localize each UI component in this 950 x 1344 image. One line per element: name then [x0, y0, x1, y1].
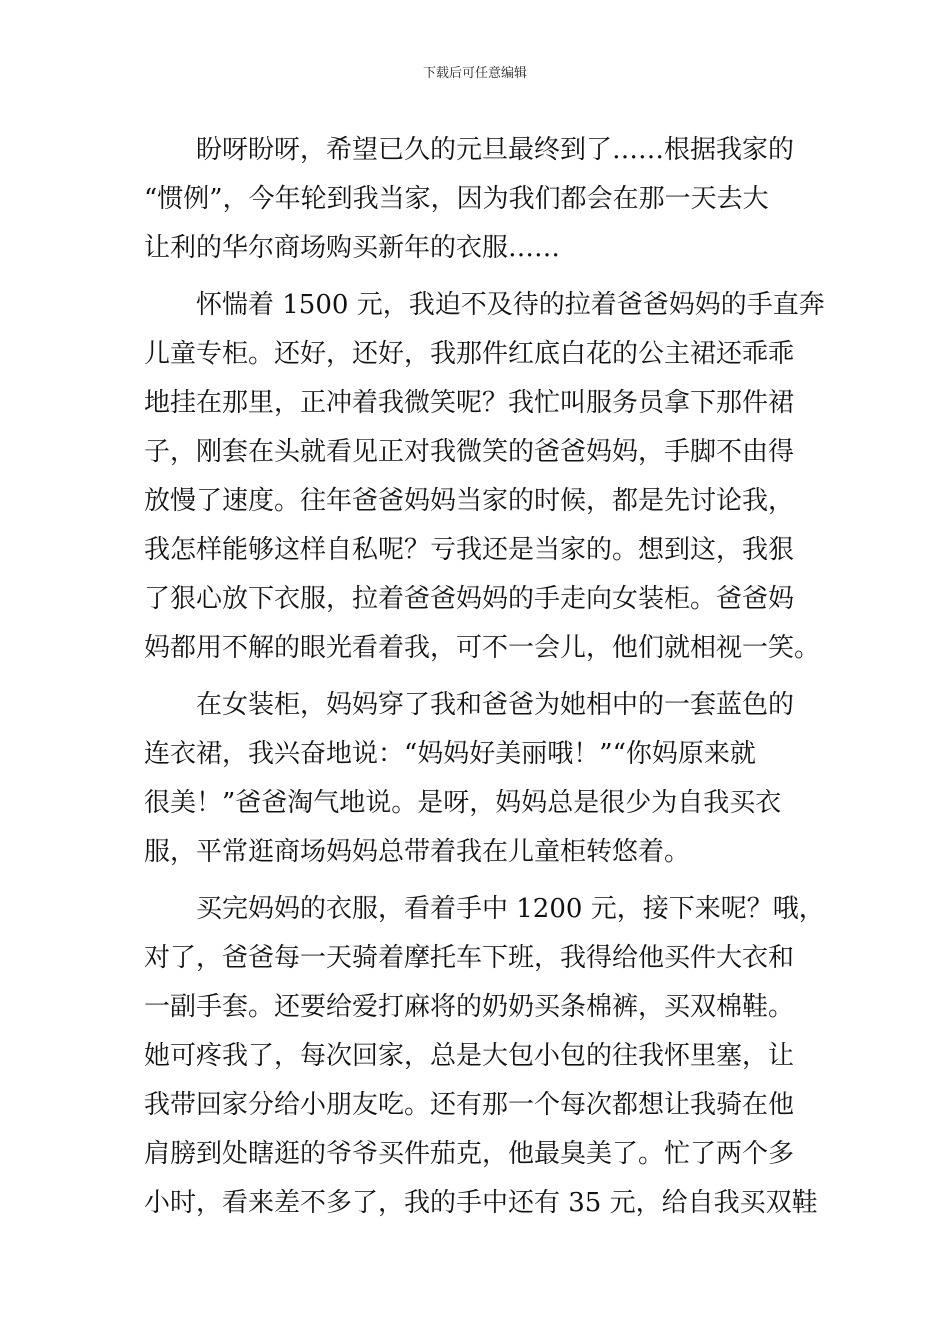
paragraph-4-line-5: 我带回家分给小朋友吃。还有那一个每次都想让我骑在他 — [144, 1090, 795, 1120]
paragraph-4-line-2: 对了，爸爸每一天骑着摩托车下班，我得给他买件大衣和 — [144, 943, 795, 973]
paragraph-4-line-7: 小时，看来差不多了，我的手中还有 35 元，给自我买双鞋 — [144, 1188, 818, 1218]
paragraph-4-line-4: 她可疼我了，每次回家，总是大包小包的往我怀里塞，让 — [144, 1041, 795, 1071]
paragraph-2-line-8: 妈都用不解的眼光看着我，可不一会儿，他们就相视一笑。 — [144, 633, 821, 663]
paragraph-3-line-3: 很美！”爸爸淘气地说。是呀，妈妈总是很少为自我买衣 — [144, 788, 782, 818]
paragraph-2-line-4: 子，刚套在头就看见正对我微笑的爸爸妈妈，手脚不由得 — [144, 437, 795, 467]
document-body — [144, 126, 825, 1228]
paragraph-4-line-3: 一副手套。还要给爱打麻将的奶奶买条棉裤，买双棉鞋。 — [144, 992, 795, 1022]
paragraph-1-line-2: “惯例”，今年轮到我当家，因为我们都会在那一天去大 — [144, 184, 769, 214]
paragraph-4-line-6: 肩膀到处瞎逛的爷爷买件茄克，他最臭美了。忙了两个多 — [144, 1139, 795, 1169]
paragraph-3-line-4: 服，平常逛商场妈妈总带着我在儿童柜转悠着。 — [144, 837, 691, 867]
paragraph-4-line-1: 买完妈妈的衣服，看着手中 1200 元，接下来呢？哦， — [196, 894, 825, 924]
paragraph-1-line-1: 盼呀盼呀，希望已久的元旦最终到了……根据我家的 — [196, 135, 795, 165]
paragraph-3-line-1: 在女装柜，妈妈穿了我和爸爸为她相中的一套蓝色的 — [196, 690, 795, 720]
paragraph-2-line-2: 儿童专柜。还好，还好，我那件红底白花的公主裙还乖乖 — [144, 339, 795, 369]
paragraph-3-line-2: 连衣裙，我兴奋地说：“妈妈好美丽哦！”“你妈原来就 — [144, 739, 756, 769]
page-header-note: 下载后可任意编辑 — [422, 66, 527, 81]
paragraph-2-line-1: 怀惴着 1500 元，我迫不及待的拉着爸爸妈妈的手直奔 — [196, 290, 825, 320]
paragraph-2-line-6: 我怎样能够这样自私呢？亏我还是当家的。想到这，我狠 — [144, 535, 795, 565]
paragraph-2-line-7: 了狠心放下衣服，拉着爸爸妈妈的手走向女装柜。爸爸妈 — [144, 584, 795, 614]
paragraph-2-line-3: 地挂在那里，正冲着我微笑呢？我忙叫服务员拿下那件裙 — [144, 388, 795, 418]
paragraph-2-line-5: 放慢了速度。往年爸爸妈妈当家的时候，都是先讨论我， — [144, 486, 795, 516]
paragraph-1-line-3: 让利的华尔商场购买新年的衣服…… — [144, 233, 561, 263]
